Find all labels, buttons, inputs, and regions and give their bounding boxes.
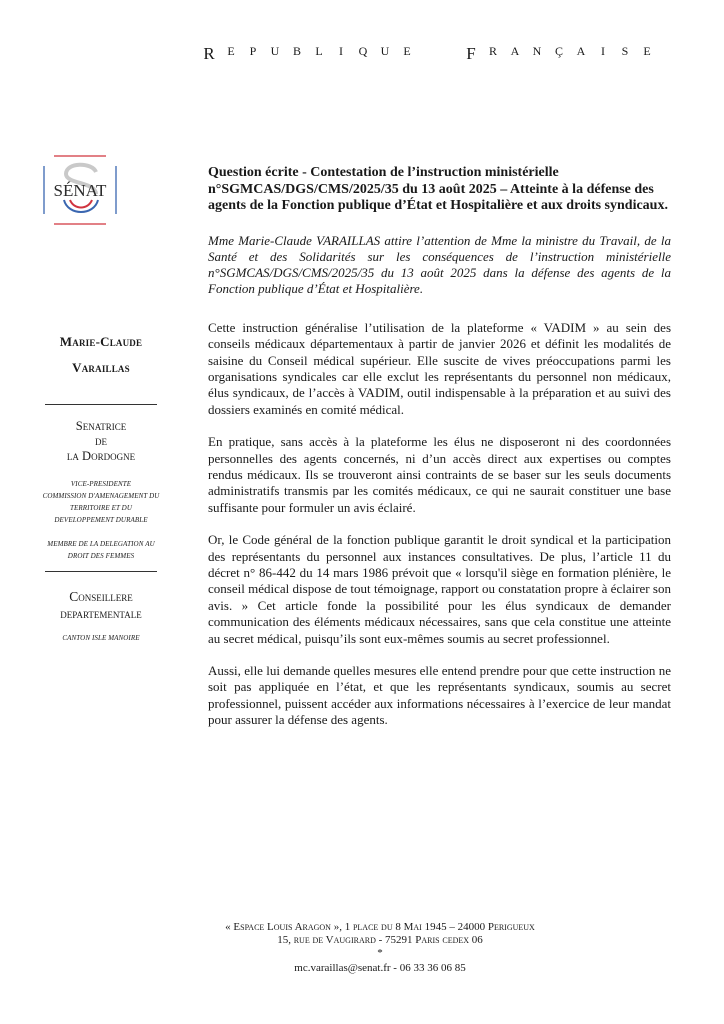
header-letter: E	[643, 44, 651, 58]
paragraph: Aussi, elle lui demande quelles mesures elle entend prendre pour que cette instruction ne soit pas appliquée en l’état, et que les représentants syndicaux, soumis au secret professionnel, puissent accéder aux informations nécessaires à l’exercice de leur mandat pour assurer la défense des agents.	[208, 663, 671, 728]
header-letter: Q	[358, 44, 368, 58]
role-line-3: la Dordogne	[66, 449, 136, 463]
question-intro: Mme Marie-Claude VARAILLAS attire l’attention de Mme la ministre du Travail, de la Santé et des Solidarités sur les conséquences de l’instruction ministérielle n°SGMCAS/DGS/CMS/2025/35 du 13 août 2025 dans la défense des agents de la Fonction publique d’État et Hospitalière.	[208, 232, 671, 297]
header-letter: R	[203, 44, 215, 63]
logo-red-arc	[70, 200, 92, 208]
paragraph: Cette instruction généralise l’utilisation de la plateforme « VADIM » au sein des conseils médicaux départementaux à partir de janvier 2026 et définit les modalités de saisine du Conseil médical supérieur. Elle suscite de vives préoccupations parmi les organisations syndicales car elle exclut les représentants du personnel non médicaux, élus syndicaux, de l’accès à VADIM, outil indispensable à la préparation et au suivi des dossiers examinés en comité médical.	[208, 319, 671, 417]
paragraph: Or, le Code général de la fonction publique garantit le droit syndical et la participation des représentants du personnel aux instances consultatives. De plus, l’article 11 du décret n° 86-442 du 14 mars 1986 prévoit que « lorsqu'il siège en formation plénière, le conseil médical dispose de tout témoignage, rapport ou constatation propre à éclairer son avis. » Cet article fonde la possibilité pour les élus syndicaux de demander communication des éléments médicaux nécessaires, sans que cela constitue une atteinte au secret médical, puisqu’ils sont eux-mêmes soumis au secret professionnel.	[208, 532, 671, 646]
header-letter: Ç	[554, 44, 563, 58]
header-letter: I	[601, 44, 605, 58]
senat-logo	[40, 150, 120, 230]
role-line-2: de	[95, 434, 107, 448]
vice-line: VICE-PRESIDENTE	[70, 480, 132, 488]
republique-francaise-header	[198, 44, 658, 64]
header-letter: L	[315, 44, 323, 58]
footer	[190, 921, 570, 975]
vice-line: TERRITOIRE ET DU	[69, 504, 132, 512]
header-letter: A	[576, 44, 586, 58]
vice-line: COMMISSION D'AMENAGEMENT DU	[42, 492, 160, 500]
header-letter: N	[532, 44, 542, 58]
conseillere-line-2: departementale	[60, 606, 142, 621]
role-line-1: Senatrice	[75, 419, 127, 433]
footer-contact[interactable]: mc.varaillas@senat.fr - 06 33 36 06 85	[294, 962, 466, 974]
header-letter: U	[380, 44, 390, 58]
header-letter: B	[292, 44, 301, 58]
header-letter: P	[249, 44, 257, 58]
question-title: Question écrite - Contestation de l’instruction ministérielle n°SGMCAS/DGS/CMS/2025/35 du 13 août 2025 – Atteinte à la défense des agents de la Fonction publique d’État et Hospitalière et aux droits syndicaux.	[208, 165, 668, 213]
footer-address-paris: 15, rue de Vaugirard - 75291 Paris cedex 06	[277, 934, 483, 946]
header-letter: E	[403, 44, 411, 58]
question-body	[208, 165, 671, 729]
header-letter: S	[621, 44, 629, 58]
logo-text: SÉNAT	[53, 181, 107, 200]
senator-last-name: Varaillas	[72, 360, 130, 375]
senator-first-name: Marie-Claude	[59, 334, 143, 349]
header-letter: U	[270, 44, 280, 58]
senat-logo-icon	[40, 150, 120, 230]
membre-block	[30, 538, 172, 562]
header-letter: A	[510, 44, 520, 58]
sidebar	[30, 330, 172, 644]
paragraph: En pratique, sans accès à la plateforme les élus ne disposeront ni des coordonnées personnelles des agents concernés, ni d’un accès direct aux expertises ou comptes rendus médicaux. Ils se trouveront ainsi contraints de se baser sur les seuls documents administratifs transmis par les comités médicaux, ce qui ne saurait constituer une base suffisante pour formuler un avis éclairé.	[208, 434, 671, 515]
conseillere-line-1: Conseillere	[69, 589, 133, 604]
membre-line: DROIT DES FEMMES	[67, 552, 135, 560]
header-word-republique	[198, 44, 418, 64]
header-letter: F	[466, 44, 476, 63]
vice-line: DEVELOPPEMENT DURABLE	[54, 516, 148, 524]
header-letter: R	[488, 44, 497, 58]
header-letter: E	[227, 44, 235, 58]
vice-presidente-block	[30, 478, 172, 526]
header-word-francaise	[460, 44, 658, 64]
footer-separator: *	[377, 947, 383, 959]
canton: CANTON ISLE MANOIRE	[62, 634, 140, 642]
sidebar-divider	[45, 571, 157, 572]
membre-line: MEMBRE DE LA DELEGATION AU	[47, 540, 155, 548]
sidebar-divider	[45, 404, 157, 405]
logo-blue-arc	[64, 200, 98, 212]
footer-address-perigueux: « Espace Louis Aragon », 1 place du 8 Mai 1945 – 24000 Perigueux	[225, 921, 535, 933]
header-letter: I	[339, 44, 343, 58]
